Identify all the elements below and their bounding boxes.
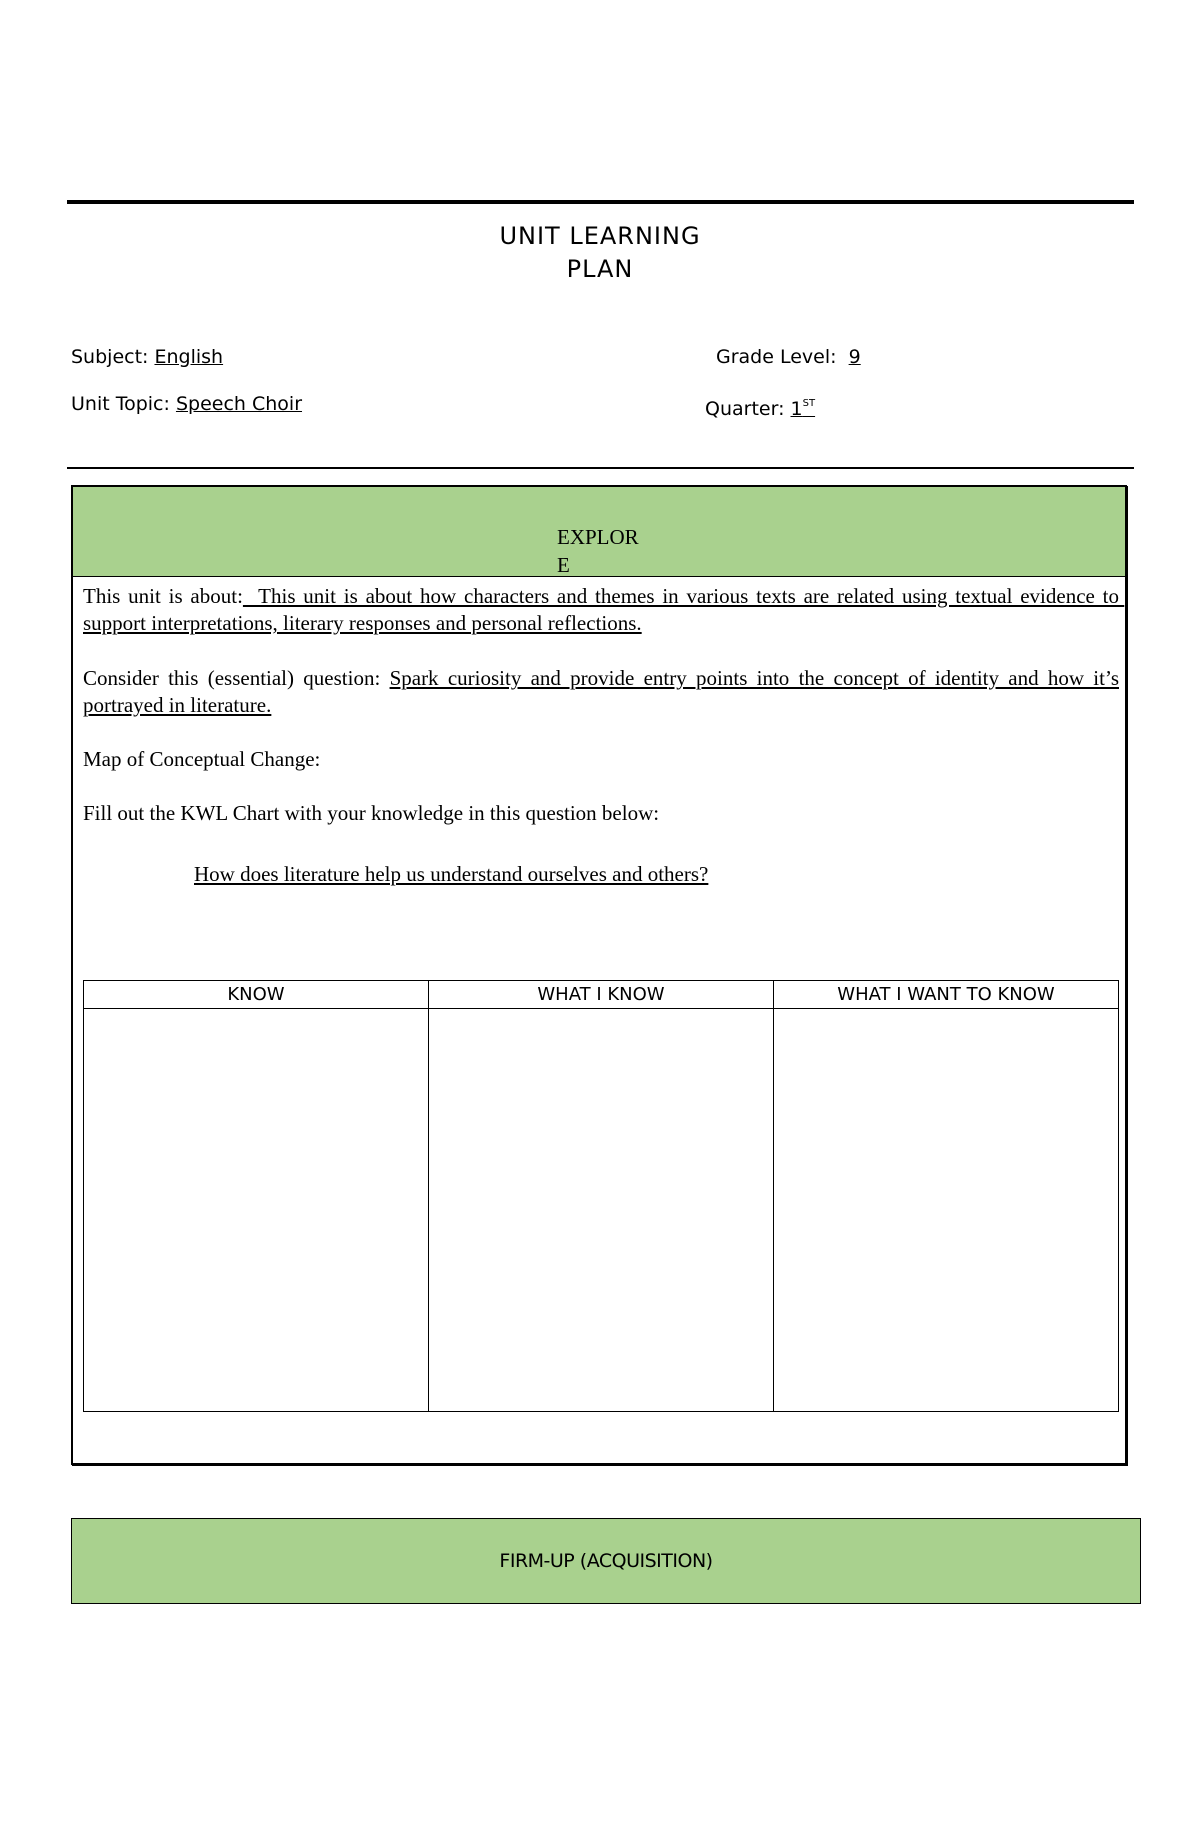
kwl-cell-know[interactable] (84, 1009, 429, 1412)
section-divider (67, 467, 1134, 469)
unit-about-label: This unit is about: (83, 584, 243, 608)
subject-label: Subject: (71, 346, 155, 368)
subject-field (71, 345, 223, 369)
unit-topic-value: Speech Choir (175, 393, 303, 415)
page-title-line-2: PLAN (566, 255, 634, 283)
quarter-number: 1 (790, 398, 803, 420)
top-divider (67, 200, 1134, 204)
unit-topic-label: Unit Topic: (71, 393, 176, 415)
grade-level-label: Grade Level: (716, 346, 849, 368)
kwl-header-what-i-want-to-know: WHAT I WANT TO KNOW (774, 981, 1119, 1009)
page-title (0, 220, 1200, 286)
essential-question-label: Consider this (essential) question: (83, 666, 390, 690)
explore-section (71, 485, 1127, 1465)
essential-question-paragraph (83, 665, 1119, 719)
explore-title: EXPLORE (557, 525, 639, 577)
quarter-suffix: ST (802, 398, 816, 409)
unit-topic-field (71, 392, 302, 416)
firm-up-title: FIRM-UP (ACQUISITION) (499, 1550, 713, 1572)
unit-about-paragraph (83, 583, 1125, 637)
kwl-chart (83, 980, 1119, 1412)
kwl-instruction: Fill out the KWL Chart with your knowledge in this question below: (83, 801, 660, 825)
grade-level-value: 9 (848, 346, 861, 368)
explore-header (73, 487, 1125, 577)
unit-about-text: This unit is about how characters and themes in various texts are related using textual evidence to support interpretations, literary responses and personal reflections. (83, 584, 1125, 635)
page-title-line-1: UNIT LEARNING (499, 222, 701, 250)
quarter-label: Quarter: (705, 398, 791, 420)
essential-question-text: Spark curiosity and provide entry points into the concept of identity and how it’s portrayed in literature. (83, 666, 1119, 717)
firm-up-section (71, 1518, 1141, 1604)
kwl-header-what-i-know: WHAT I KNOW (429, 981, 774, 1009)
kwl-header-know: KNOW (84, 981, 429, 1009)
conceptual-change-label: Map of Conceptual Change: (83, 747, 321, 771)
kwl-cell-what-i-want-to-know[interactable] (774, 1009, 1119, 1412)
subject-value: English (154, 346, 224, 368)
grade-level-field (716, 345, 861, 369)
kwl-question: How does literature help us understand ourselves and others? (194, 862, 709, 886)
quarter-field (705, 392, 815, 421)
quarter-value (791, 398, 816, 420)
kwl-cell-what-i-know[interactable] (429, 1009, 774, 1412)
